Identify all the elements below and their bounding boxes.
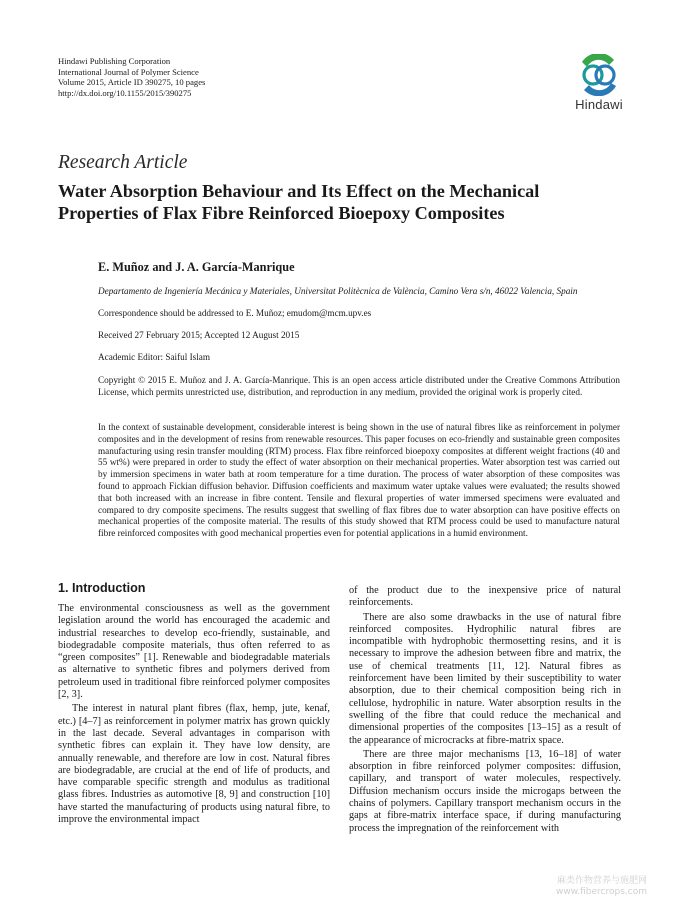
title-line: Water Absorption Behaviour and Its Effect on the Mechanical <box>58 181 540 201</box>
paragraph: The interest in natural plant fibres (flax, hemp, jute, kenaf, etc.) [4–7] as reinforcement in polymer matrix has grown quickly in the last decade. Several advantages in comparison with synthetic fibres can explain it. They have low density, are annually renewable, and therefore are low in cost. Natural fibres are biodegradable, are crucial at the end of life of products, and have comparable specific strength and modulus as traditional glass fibres. Industries as automotive [8, 9] and construction [10] have started the manufacturing of products using natural fibre, to improve the environmental impact <box>58 703 330 826</box>
watermark-line: www.fibercrops.com <box>556 887 647 897</box>
journal-line: International Journal of Polymer Science <box>58 66 199 77</box>
right-column <box>349 585 621 835</box>
affiliation: Departamento de Ingeniería Mecánica y Materiales, Universitat Politècnica de València, Camino Vera s/n, 46022 Valencia, Spain <box>98 286 578 296</box>
doi-link[interactable]: http://dx.doi.org/10.1155/2015/390275 <box>58 87 192 98</box>
abstract: In the context of sustainable development, considerable interest is being shown in the use of natural fibres like as reinforcement in polymer composites and in the development of resins from renewable resources. This paper focuses on eco-friendly and sustainable green composites manufacturing using resin transfer moulding (RTM) process. Flax fibre reinforced bioepoxy composites at different weight fractions (40 and 55 wt%) were prepared in order to study the effect of water absorption on their mechanical properties. Water absorption test was carried out by immersion specimens in water bath at room temperature for a time duration. The process of water absorption of these composites was found to approach Fickian diffusion behavior. Diffusion coefficients and maximum water uptake values were evaluated; the results showed that both increased with an increase in fibre content. Tensile and flexural properties of water immersed specimens were evaluated and compared to dry composite specimens. The results suggest that swelling of flax fibres due to water absorption can have positive effects on mechanical properties of the composite material. The results of this study showed that RTM process could be used to manufacture natural fibre reinforced composites with good mechanical properties even for potential applications in a humid environment. <box>98 422 620 539</box>
paper-title <box>58 180 638 224</box>
journal-header <box>58 56 205 98</box>
paragraph: There are also some drawbacks in the use of natural fibre reinforced composites. Hydrophilic natural fibres are incompatible with hydrophobic thermosetting resins, and it is necessary to improve the adhesion between fibre and matrix, the use of chemical treatments [11, 12]. Natural fibres as reinforcement have been limited by their susceptibility to water absorption, due to their chemical composition being rich in cellulose, hydrophilic in nature. Water absorption results in the swelling of the fibre that could reduce the mechanical and dimensional properties of the composites [13–15] as a result of the appearance of microcracks at fibre-matrix space. <box>349 611 621 746</box>
paragraph: of the product due to the inexpensive price of natural reinforcements. <box>349 585 621 609</box>
publisher-line: Hindawi Publishing Corporation <box>58 56 171 66</box>
paragraph: There are three major mechanisms [13, 16–18] of water absorption in fibre reinforced polymer composites: diffusion, capillary, and transport of water molecules, respectively. Diffusion mechanism occurs inside the microgaps between the chains of polymers. Capillary transport mechanism occurs in the gaps at fibre-matrix interface space, if during manufacturing process the impregnation of the reinforcement with <box>349 748 621 834</box>
authors: E. Muñoz and J. A. García-Manrique <box>98 260 295 274</box>
correspondence: Correspondence should be addressed to E. Muñoz; emudom@mcm.upv.es <box>98 308 372 318</box>
volume-line: Volume 2015, Article ID 390275, 10 pages <box>58 77 206 88</box>
copyright-notice: Copyright © 2015 E. Muñoz and J. A. García-Manrique. This is an open access article distributed under the Creative Commons Attribution License, which permits unrestricted use, distribution, and reproduction in any medium, provided the original work is properly cited. <box>98 375 620 397</box>
paragraph: The environmental consciousness as well as the government legislation around the world has encouraged the academic and industrial researches to develop eco-friendly, sustainable, and biodegradable composite materials, thus often referred to as “green composites” [1]. Renewable and biodegradable materials as alternative to synthetic fibres and polymers derived from petroleum used in traditional fibre reinforced polymer composites [2, 3]. <box>58 603 330 701</box>
section-heading: 1. Introduction <box>58 581 146 595</box>
title-line: Properties of Flax Fibre Reinforced Bioepoxy Composites <box>58 203 505 223</box>
received-dates: Received 27 February 2015; Accepted 12 August 2015 <box>98 330 300 340</box>
left-column <box>58 603 330 826</box>
watermark-line: 麻类作物营养与施肥网 <box>556 876 647 886</box>
logo-wordmark: Hindawi <box>575 97 623 112</box>
article-type: Research Article <box>58 152 188 173</box>
hindawi-logo <box>560 54 638 118</box>
hindawi-logo-icon <box>576 54 622 96</box>
watermark <box>556 876 647 898</box>
academic-editor: Academic Editor: Saiful Islam <box>98 352 211 362</box>
